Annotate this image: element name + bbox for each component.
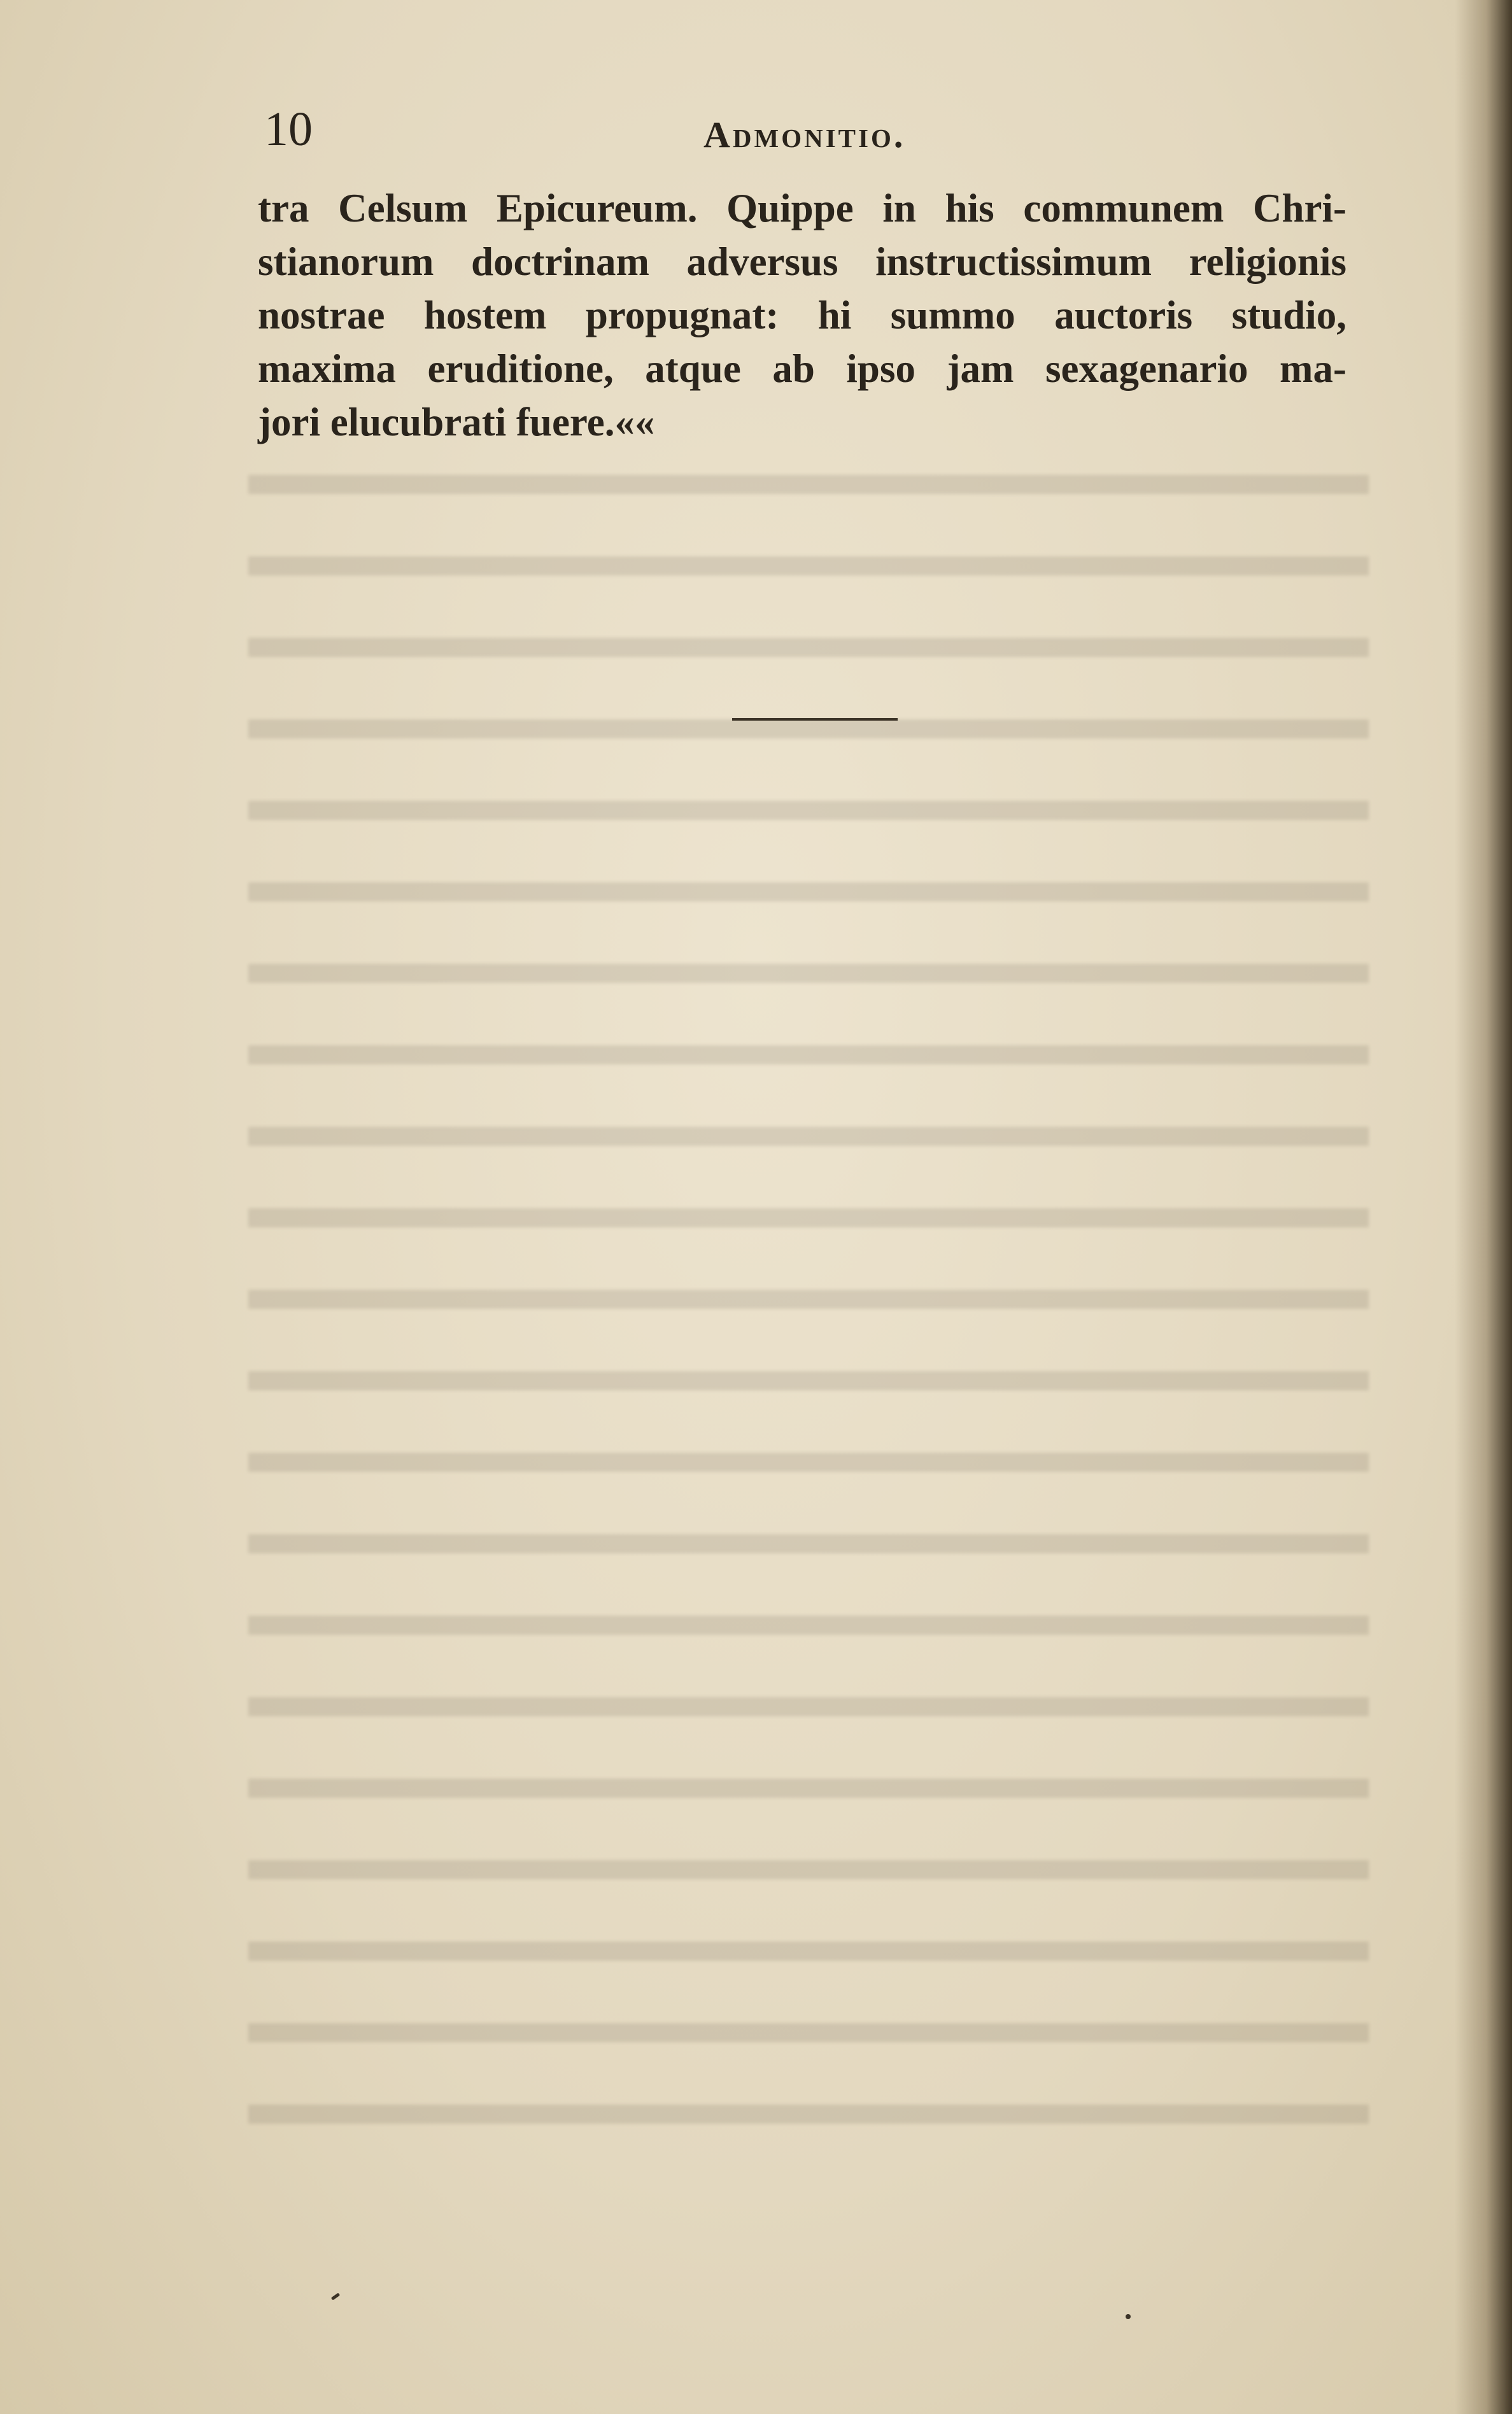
page-gutter-shadow <box>1455 0 1512 2414</box>
text-line: maxima eruditione, atque ab ipso jam sexagenario ma- <box>258 346 1346 391</box>
text-line: jori elucubrati fuere.«« <box>258 400 655 444</box>
running-head: Admonitio. <box>703 114 906 155</box>
text-line: tra Celsum Epicureum. Quippe in his communem Chri- <box>258 186 1346 230</box>
body-text <box>258 181 1346 449</box>
ink-speck <box>1126 2314 1131 2319</box>
separator-rule <box>732 718 898 721</box>
page-header <box>258 95 1366 166</box>
bleed-through-text <box>248 446 1369 2164</box>
text-line: nostrae hostem propugnat: hi summo auctoris studio, <box>258 293 1346 337</box>
page-number: 10 <box>264 102 313 156</box>
ink-speck <box>331 2292 340 2300</box>
text-line: stianorum doctrinam adversus instructissimum religionis <box>258 239 1346 284</box>
